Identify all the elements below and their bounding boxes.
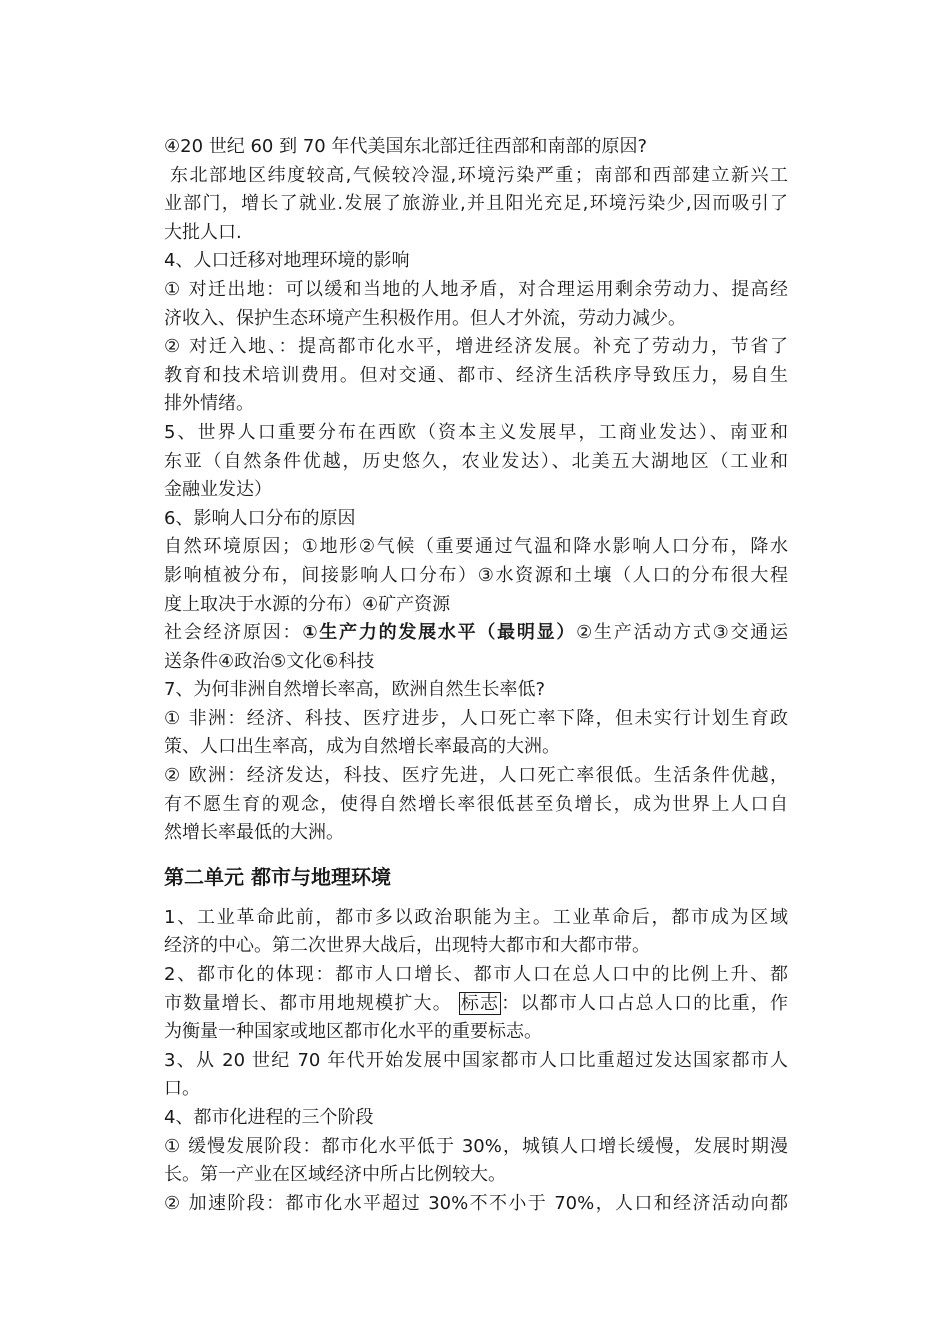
document-page (164, 133, 788, 1218)
paragraph-line: 影响植被分布，间接影响人口分布）③水资源和土壤（人口的分布很大程 (164, 564, 788, 586)
paragraph-line: 度上取决于水源的分布）④矿产资源 (164, 593, 451, 615)
paragraph-line: ① 缓慢发展阶段：都市化水平低于 30%，城镇人口增长缓慢，发展时期漫 (164, 1135, 788, 1157)
paragraph-line: 教育和技术培训费用。但对交通、都市、经济生活秩序导致压力，易自生 (164, 364, 788, 386)
item-7-title: 7、为何非洲自然增长率高，欧洲自然生长率低? (164, 679, 546, 701)
urbanization-prefix: 市数量增长、都市用地规模扩大。 (164, 992, 452, 1014)
paragraph-line: 送条件④政治⑤文化⑥科技 (164, 650, 375, 672)
paragraph-line: ① 对迁出地：可以缓和当地的人地矛盾，对合理运用剩余劳动力、提高经 (164, 278, 788, 300)
paragraph-line: 济收入、保护生态环境产生积极作用。但人才外流，劳动力减少。 (164, 307, 686, 329)
paragraph-line: 东北部地区纬度较高,气候较冷湿,环境污染严重；南部和西部建立新兴工 (170, 164, 788, 186)
urbanization-suffix: ：以都市人口占总人口的比重，作 (501, 992, 789, 1014)
item-4-title: 4、人口迁移对地理环境的影响 (164, 250, 410, 272)
item-4-stages-title: 4、都市化进程的三个阶段 (164, 1107, 374, 1128)
paragraph-line: 金融业发达） (164, 479, 272, 501)
unit-2-heading: 第二单元 都市与地理环境 (164, 864, 391, 889)
item-6-title: 6、影响人口分布的原因 (164, 507, 356, 529)
paragraph-line: 经济的中心。第二次世界大战后，出现特大都市和大都市带。 (164, 935, 650, 957)
paragraph-line: 大批人口. (164, 221, 242, 243)
paragraph-line (164, 990, 788, 1019)
paragraph-line: 然增长率最低的大洲。 (164, 822, 344, 844)
paragraph-line: ② 加速阶段：都市化水平超过 30%不不小于 70%，人口和经济活动向都 (164, 1192, 788, 1214)
paragraph-line: ② 对迁入地、：提高都市化水平，增进经济发展。补充了劳动力，节省了 (164, 336, 788, 358)
boxed-keyword: 标志 (460, 992, 500, 1014)
paragraph-line: 排外情绪。 (164, 393, 254, 415)
paragraph-line (164, 619, 788, 648)
paragraph-line: 长。第一产业在区域经济中所占比例较大。 (164, 1164, 506, 1186)
social-factors-suffix: ②生产活动方式③交通运 (576, 622, 788, 644)
paragraph-line: 3、从 20 世纪 70 年代开始发展中国家都市人口比重超过发达国家都市人 (164, 1049, 788, 1071)
paragraph-line: 策、人口出生率高，成为自然增长率最高的大洲。 (164, 736, 560, 758)
social-factors-prefix: 社会经济原因： (164, 622, 303, 644)
paragraph-line: 5、世界人口重要分布在西欧（资本主义发展早，工商业发达）、南亚和 (164, 421, 788, 443)
social-factors-bold: ①生产力的发展水平（最明显） (302, 622, 577, 644)
paragraph-line: ② 欧洲：经济发达，科技、医疗先进，人口死亡率很低。生活条件优越， (164, 765, 788, 787)
paragraph-line: 业部门，增长了就业.发展了旅游业,并且阳光充足,环境污染少,因而吸引了 (164, 193, 788, 215)
paragraph-line: 有不愿生育的观念，使得自然增长率很低甚至负增长，成为世界上人口自 (164, 793, 788, 815)
paragraph-line: 自然环境原因；①地形②气候（重要通过气温和降水影响人口分布，降水 (164, 536, 788, 558)
paragraph-line: 1、工业革命此前，都市多以政治职能为主。工业革命后，都市成为区域 (164, 906, 788, 928)
paragraph-line: 口。 (164, 1078, 200, 1100)
question-4-title: ④20 世纪 60 到 70 年代美国东北部迁往西部和南部的原因? (164, 136, 648, 157)
paragraph-line: 东亚（自然条件优越，历史悠久，农业发达）、北美五大湖地区（工业和 (164, 450, 788, 472)
paragraph-line: 为衡量一种国家或地区都市化水平的重要标志。 (164, 1021, 542, 1043)
paragraph-line: ① 非洲：经济、科技、医疗进步，人口死亡率下降，但未实行计划生育政 (164, 707, 788, 729)
paragraph-line: 2、都市化的体现：都市人口增长、都市人口在总人口中的比例上升、都 (164, 964, 788, 986)
